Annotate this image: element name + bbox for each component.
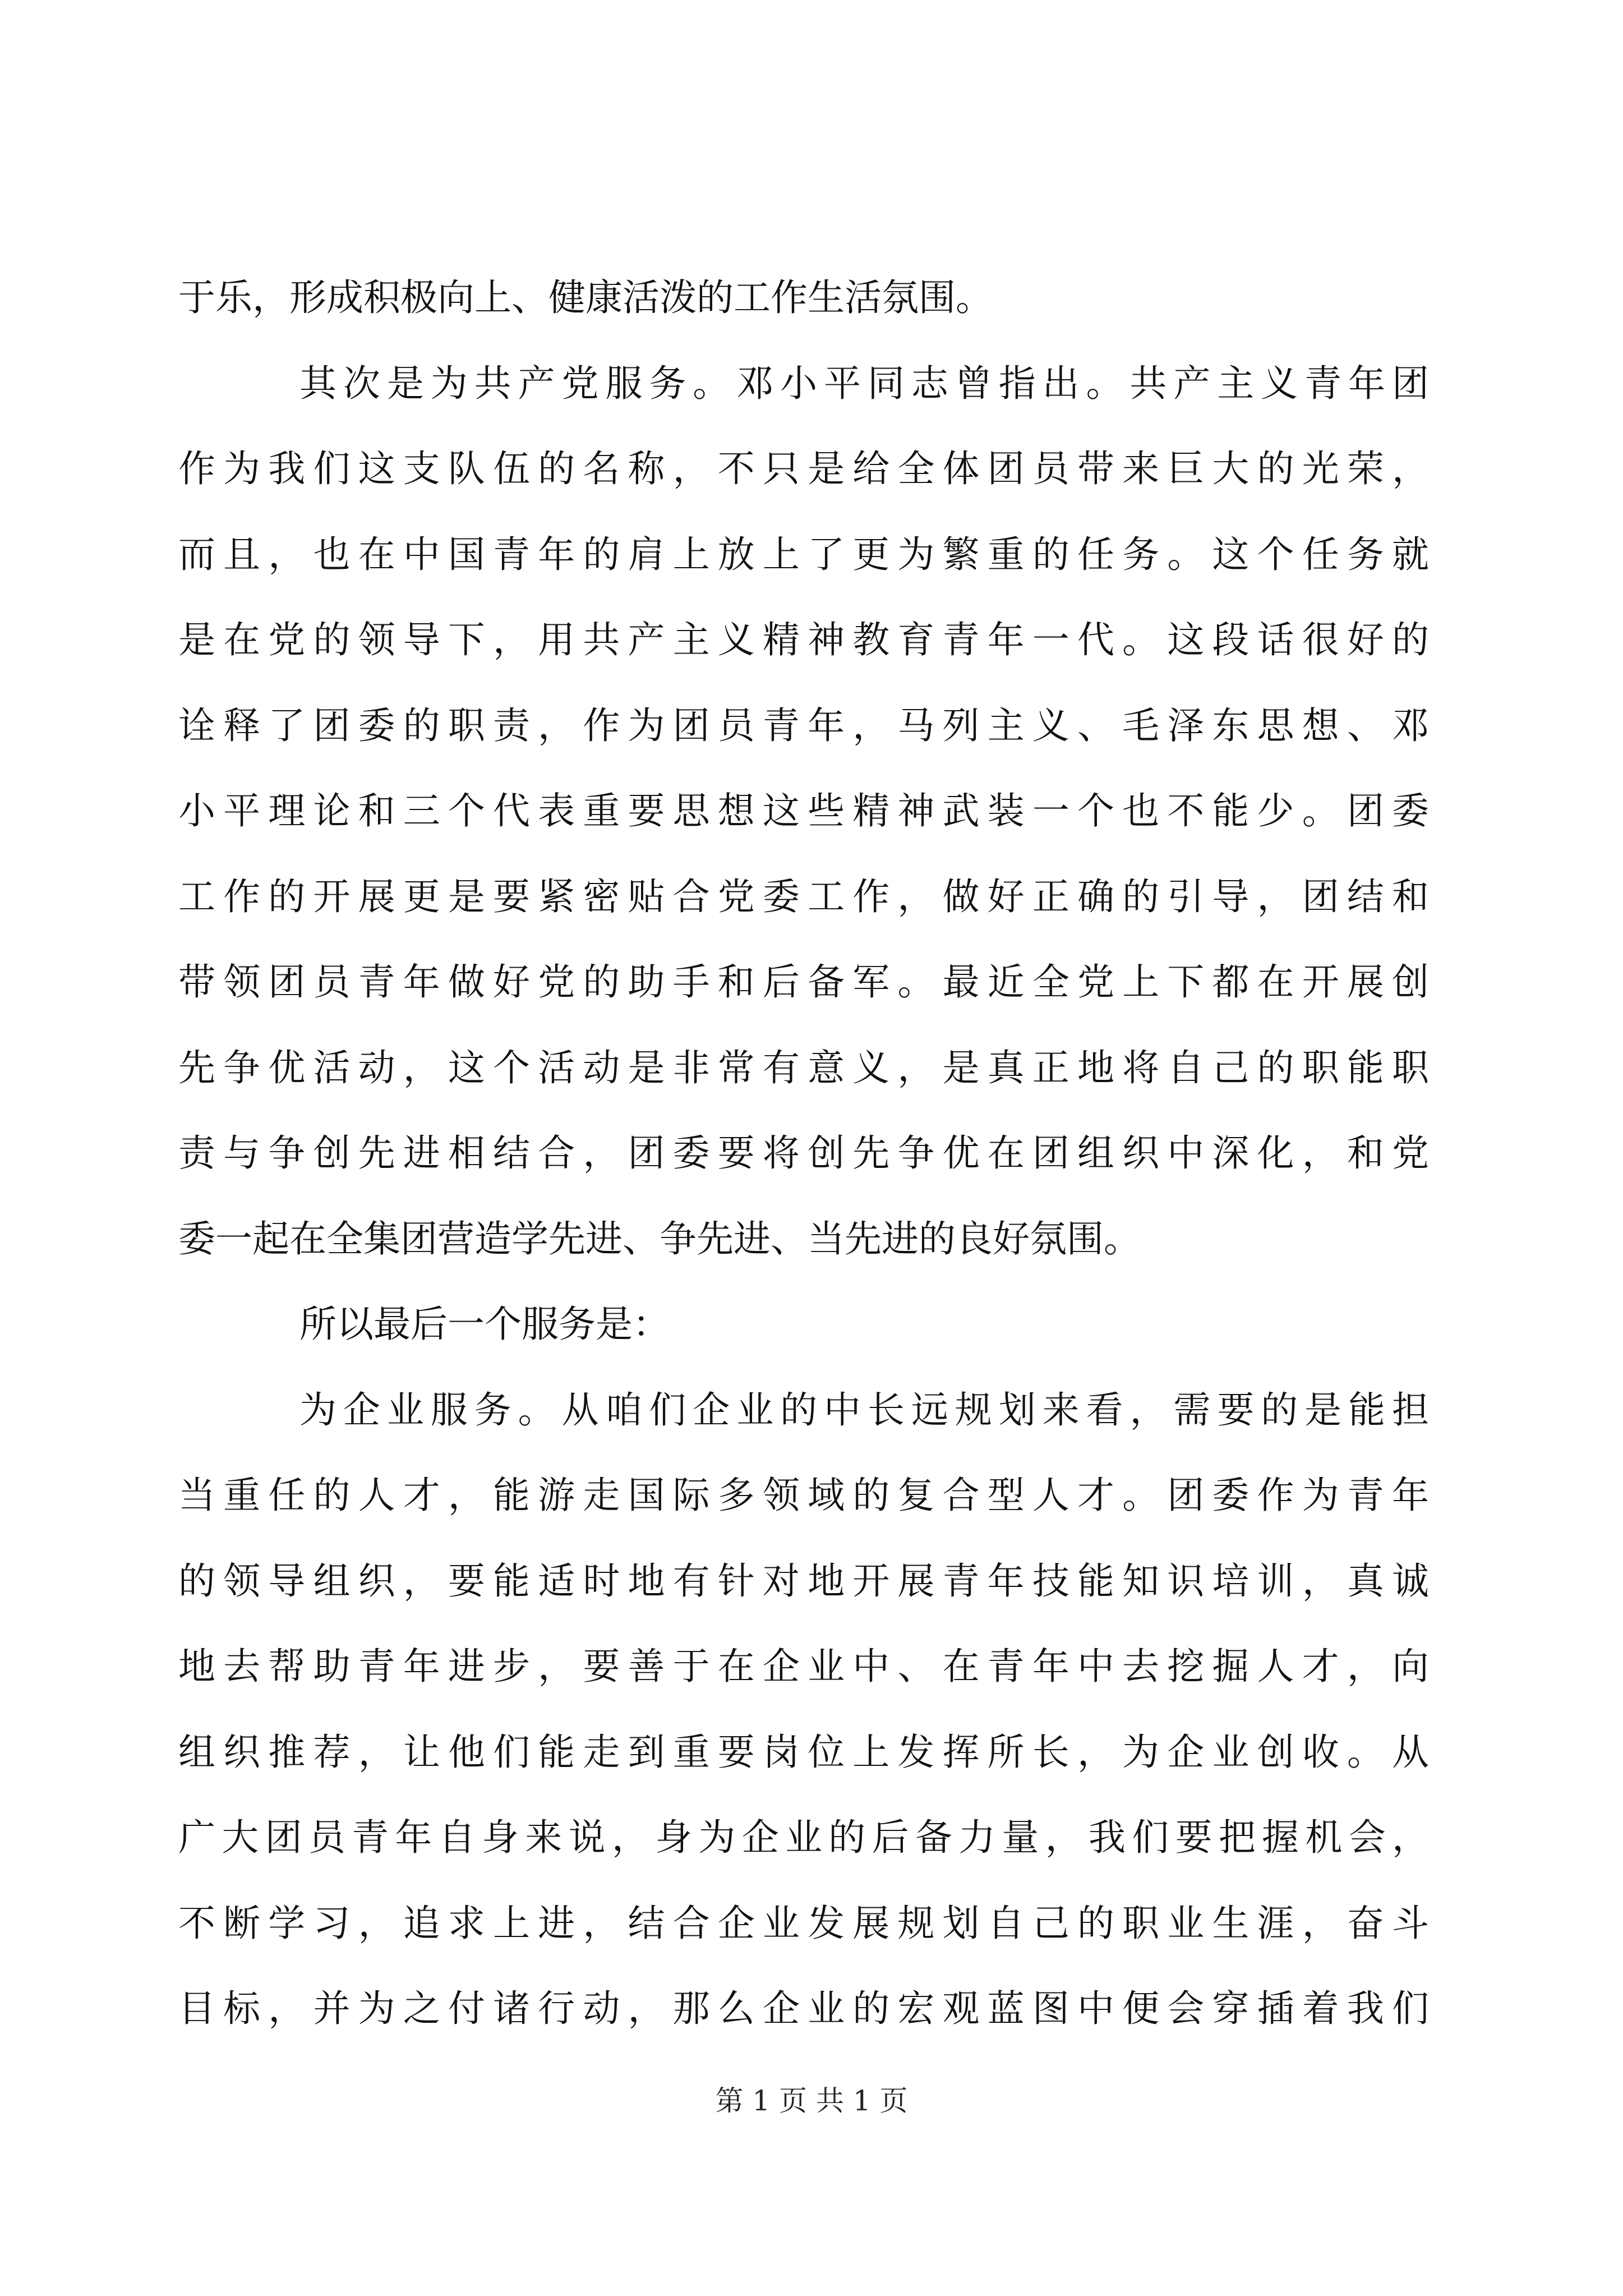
text-line: 工作的开展更是要紧密贴合党委工作，做好正确的引导，团结和 [178, 875, 1429, 918]
text-line: 所以最后一个服务是： [299, 1303, 670, 1346]
page-footer [0, 2084, 1623, 2118]
text-line: 是在党的领导下，用共产主义精神教育青年一代。这段话很好的 [178, 618, 1429, 661]
text-line: 其次是为共产党服务。邓小平同志曾指出。共产主义青年团 [299, 361, 1429, 405]
page-number: 第 1 页 共 1 页 [715, 2085, 908, 2117]
text-line: 而且，也在中国青年的肩上放上了更为繁重的任务。这个任务就 [178, 532, 1429, 576]
text-line: 诠释了团委的职责，作为团员青年，马列主义、毛泽东思想、邓 [178, 703, 1429, 747]
text-line: 组织推荐，让他们能走到重要岗位上发挥所长，为企业创收。从 [178, 1730, 1429, 1774]
text-line: 委一起在全集团营造学先进、争先进、当先进的良好氛围。 [178, 1217, 1141, 1260]
text-line: 为企业服务。从咱们企业的中长远规划来看，需要的是能担 [299, 1388, 1429, 1432]
text-line: 先争优活动，这个活动是非常有意义，是真正地将自己的职能职 [178, 1046, 1429, 1089]
body-text [178, 255, 1429, 2052]
text-line: 作为我们这支队伍的名称，不只是给全体团员带来巨大的光荣， [178, 447, 1429, 490]
text-line: 于乐，形成积极向上、健康活泼的工作生活氛围。 [178, 276, 993, 319]
text-line: 的领导组织，要能适时地有针对地开展青年技能知识培训，真诚 [178, 1559, 1429, 1603]
text-line: 地去帮助青年进步，要善于在企业中、在青年中去挖掘人才，向 [178, 1645, 1429, 1688]
text-line: 责与争创先进相结合，团委要将创先争优在团组织中深化，和党 [178, 1131, 1429, 1175]
text-line: 目标，并为之付诸行动，那么企业的宏观蓝图中便会穿插着我们 [178, 1987, 1429, 2030]
text-line: 当重任的人才，能游走国际多领域的复合型人才。团委作为青年 [178, 1474, 1429, 1517]
text-line: 带领团员青年做好党的助手和后备军。最近全党上下都在开展创 [178, 960, 1429, 1004]
text-line: 广大团员青年自身来说，身为企业的后备力量，我们要把握机会， [178, 1816, 1429, 1859]
text-line: 小平理论和三个代表重要思想这些精神武装一个也不能少。团委 [178, 789, 1429, 832]
text-line: 不断学习，追求上进，结合企业发展规划自己的职业生涯，奋斗 [178, 1901, 1429, 1945]
